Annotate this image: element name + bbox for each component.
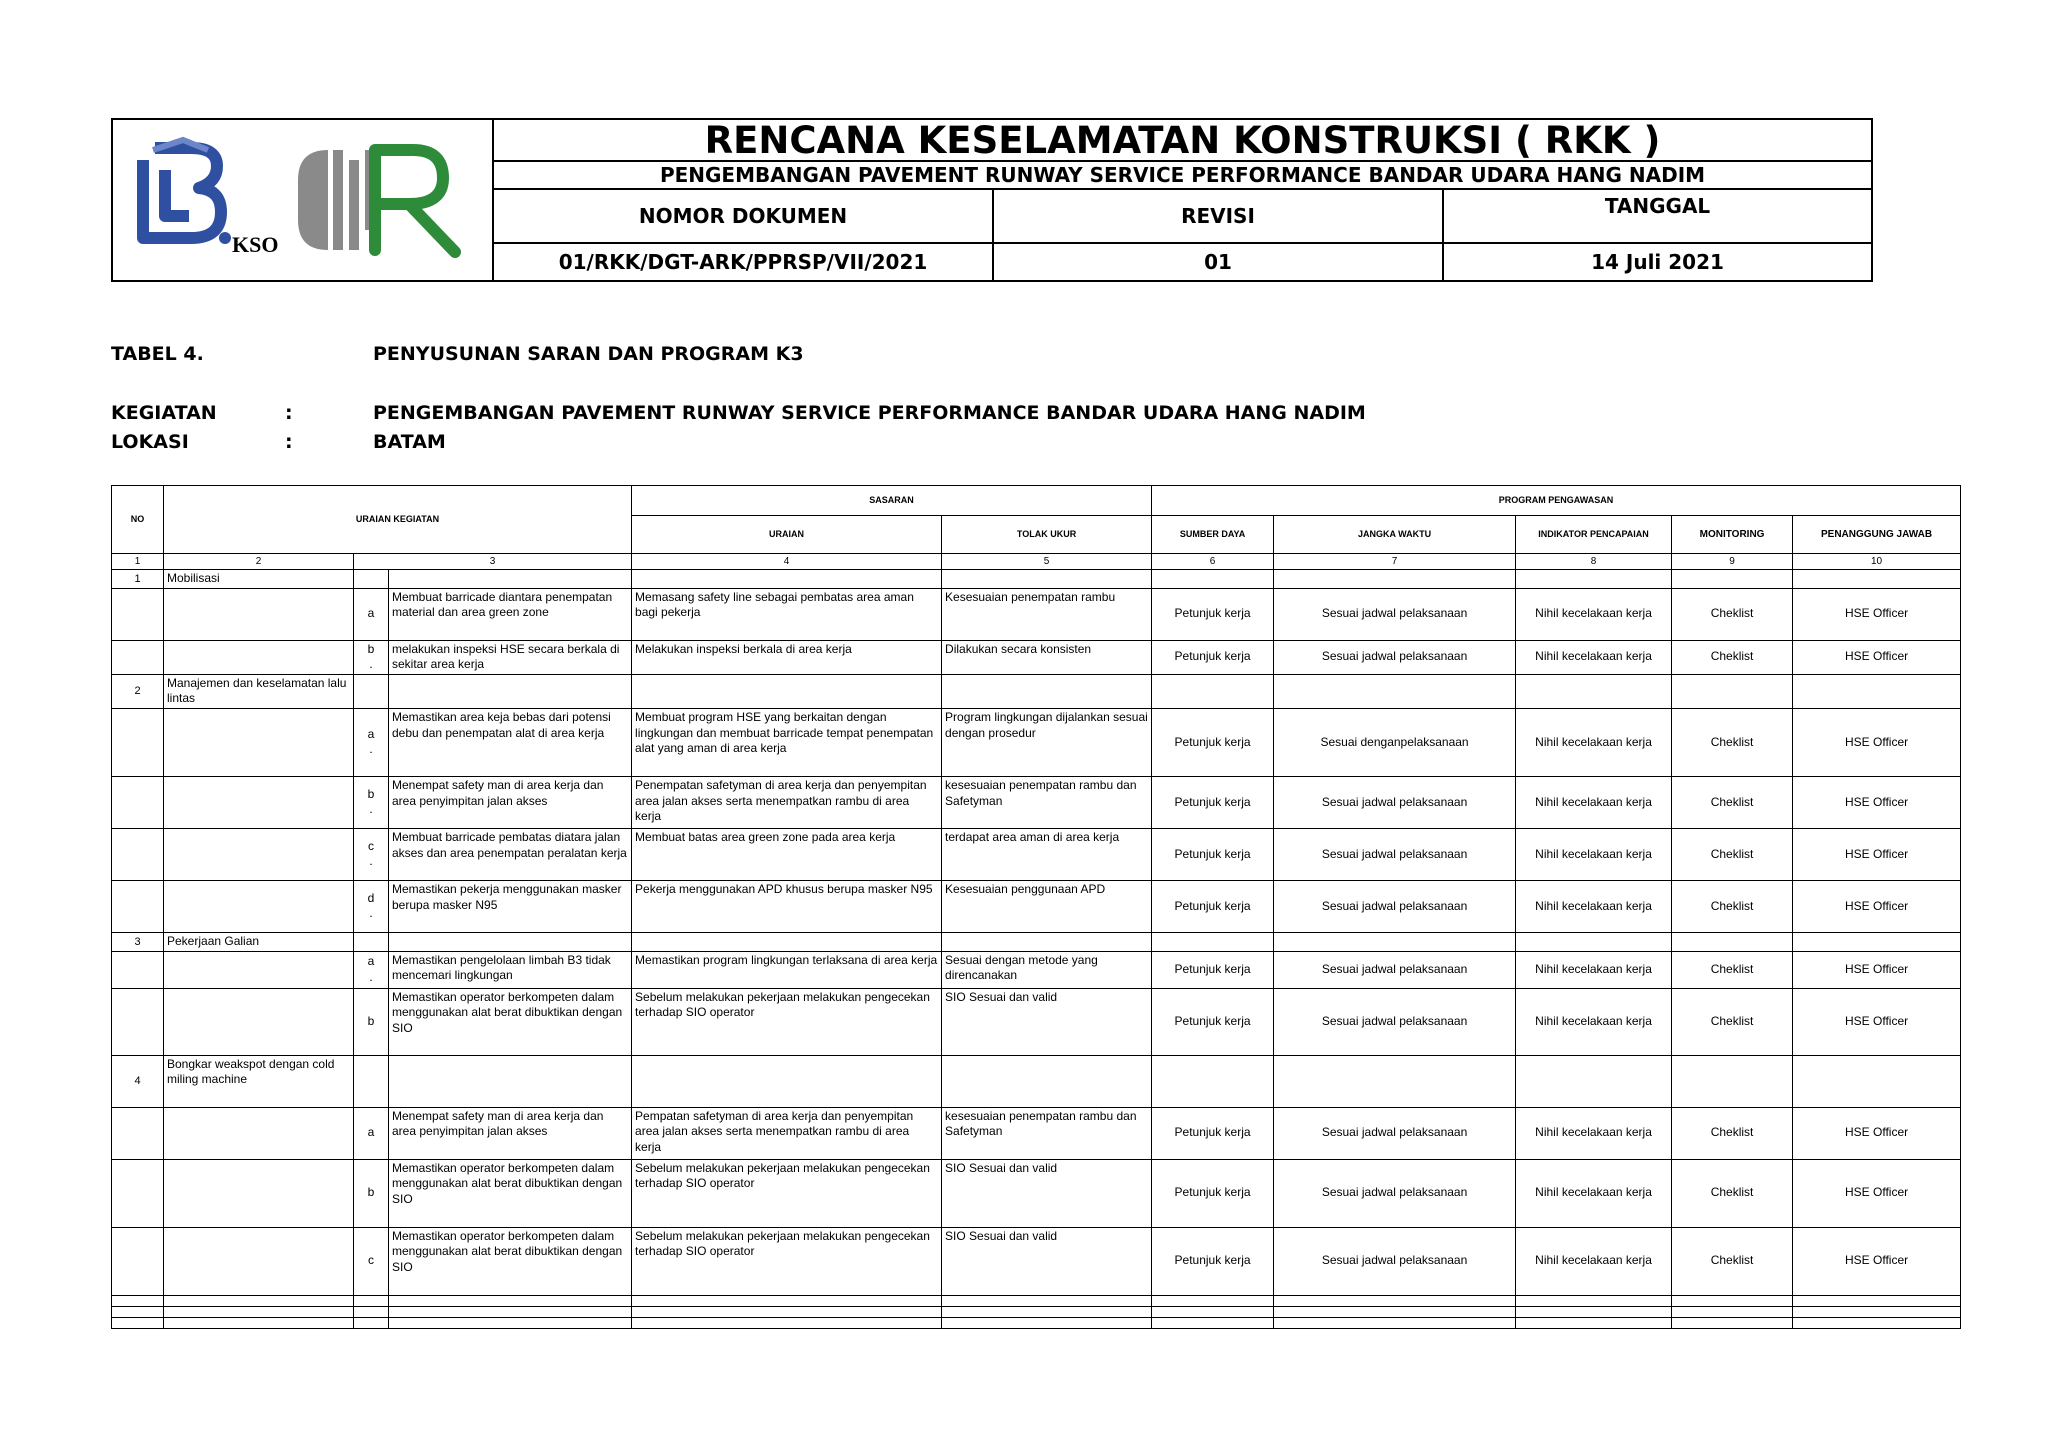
section-number: 4	[112, 1055, 164, 1107]
col-number: 6	[1152, 554, 1274, 570]
empty-cell	[164, 1159, 354, 1227]
kegiatan-colon: :	[285, 402, 293, 424]
section-row	[112, 570, 1961, 589]
empty-cell	[1516, 1055, 1672, 1107]
indikator-text: Nihil kecelakaan kerja	[1516, 1227, 1672, 1295]
header-info	[494, 120, 1871, 280]
empty-cell	[389, 1295, 632, 1306]
empty-cell	[632, 1317, 942, 1328]
sumber-daya-text: Petunjuk kerja	[1152, 880, 1274, 932]
empty-cell	[112, 988, 164, 1055]
company-logo-icon	[113, 120, 492, 280]
sumber-daya-text: Petunjuk kerja	[1152, 1159, 1274, 1227]
penanggung-jawab-text: HSE Officer	[1793, 880, 1961, 932]
tolak-ukur-text: SIO Sesuai dan valid	[942, 1227, 1152, 1295]
empty-cell	[164, 828, 354, 880]
table-row	[112, 1227, 1961, 1295]
section-row	[112, 1055, 1961, 1107]
tolak-ukur-text: Kesesuaian penggunaan APD	[942, 880, 1152, 932]
jangka-waktu-text: Sesuai jadwal pelaksanaan	[1274, 1107, 1516, 1159]
empty-cell	[1152, 1317, 1274, 1328]
empty-cell	[942, 932, 1152, 951]
empty-cell	[164, 708, 354, 776]
uraian-text: Membuat batas area green zone pada area kerja	[632, 828, 942, 880]
kegiatan-text: Memastikan operator berkompeten dalam menggunakan alat berat dibuktikan dengan SIO	[389, 988, 632, 1055]
empty-cell	[1152, 570, 1274, 589]
indikator-text: Nihil kecelakaan kerja	[1516, 988, 1672, 1055]
table-body	[112, 570, 1961, 1329]
empty-row	[112, 1317, 1961, 1328]
empty-cell	[354, 674, 389, 708]
header-program-pengawasan: PROGRAM PENGAWASAN	[1152, 486, 1961, 516]
item-letter: d .	[354, 880, 389, 932]
indikator-text: Nihil kecelakaan kerja	[1516, 828, 1672, 880]
indikator-text: Nihil kecelakaan kerja	[1516, 951, 1672, 988]
jangka-waktu-text: Sesuai jadwal pelaksanaan	[1274, 880, 1516, 932]
kegiatan-text: Memastikan pengelolaan limbah B3 tidak mencemari lingkungan	[389, 951, 632, 988]
empty-cell	[164, 1107, 354, 1159]
tanggal-value: 14 Juli 2021	[1591, 250, 1724, 274]
kegiatan-text: Memastikan area keja bebas dari potensi debu dan penempatan alat di area kerja	[389, 708, 632, 776]
empty-cell	[112, 951, 164, 988]
empty-cell	[112, 1107, 164, 1159]
kegiatan-text: Membuat barricade pembatas diatara jalan akses dan area penempatan peralatan kerja	[389, 828, 632, 880]
empty-cell	[1152, 1295, 1274, 1306]
empty-cell	[164, 1306, 354, 1317]
tolak-ukur-text: Dilakukan secara konsisten	[942, 640, 1152, 674]
item-letter: b .	[354, 640, 389, 674]
section-number: 3	[112, 932, 164, 951]
empty-row	[112, 1306, 1961, 1317]
jangka-waktu-text: Sesuai jadwal pelaksanaan	[1274, 951, 1516, 988]
empty-cell	[1793, 1295, 1961, 1306]
empty-cell	[1793, 674, 1961, 708]
empty-cell	[1793, 570, 1961, 589]
uraian-text: Sebelum melakukan pekerjaan melakukan pengecekan terhadap SIO operator	[632, 1227, 942, 1295]
lokasi-value: BATAM	[373, 431, 446, 453]
empty-cell	[164, 988, 354, 1055]
section-number: 1	[112, 570, 164, 589]
empty-cell	[1152, 932, 1274, 951]
section-title: Pekerjaan Galian	[164, 932, 354, 951]
monitoring-text: Cheklist	[1672, 880, 1793, 932]
section-title: Mobilisasi	[164, 570, 354, 589]
empty-cell	[1274, 1055, 1516, 1107]
item-letter: a	[354, 588, 389, 640]
empty-cell	[389, 674, 632, 708]
empty-cell	[1672, 932, 1793, 951]
empty-cell	[164, 1227, 354, 1295]
empty-cell	[1274, 1306, 1516, 1317]
empty-cell	[112, 776, 164, 828]
empty-cell	[1274, 570, 1516, 589]
empty-cell	[1152, 1306, 1274, 1317]
empty-cell	[164, 588, 354, 640]
empty-cell	[354, 932, 389, 951]
tolak-ukur-text: Program lingkungan dijalankan sesuai dengan prosedur	[942, 708, 1152, 776]
empty-cell	[1152, 1055, 1274, 1107]
empty-cell	[389, 1055, 632, 1107]
uraian-text: Melakukan inspeksi berkala di area kerja	[632, 640, 942, 674]
empty-cell	[112, 1306, 164, 1317]
empty-cell	[1672, 1306, 1793, 1317]
nomor-dokumen-value: 01/RKK/DGT-ARK/PPRSP/VII/2021	[494, 244, 994, 280]
revisi-value: 01	[994, 244, 1444, 280]
header-tolak-ukur: TOLAK UKUR	[942, 516, 1152, 554]
monitoring-text: Cheklist	[1672, 708, 1793, 776]
indikator-text: Nihil kecelakaan kerja	[1516, 1159, 1672, 1227]
indikator-text: Nihil kecelakaan kerja	[1516, 640, 1672, 674]
empty-cell	[112, 828, 164, 880]
empty-cell	[1516, 570, 1672, 589]
table-row	[112, 708, 1961, 776]
empty-cell	[1274, 1317, 1516, 1328]
empty-cell	[942, 674, 1152, 708]
empty-cell	[1516, 674, 1672, 708]
tolak-ukur-text: SIO Sesuai dan valid	[942, 1159, 1152, 1227]
revisi-label: REVISI	[994, 190, 1444, 242]
sumber-daya-text: Petunjuk kerja	[1152, 588, 1274, 640]
empty-cell	[1516, 1306, 1672, 1317]
col-number: 1	[112, 554, 164, 570]
kegiatan-text: melakukan inspeksi HSE secara berkala di sekitar area kerja	[389, 640, 632, 674]
empty-cell	[632, 1055, 942, 1107]
empty-cell	[632, 932, 942, 951]
empty-cell	[354, 1317, 389, 1328]
header-penanggung-jawab: PENANGGUNG JAWAB	[1793, 516, 1961, 554]
monitoring-text: Cheklist	[1672, 1227, 1793, 1295]
kegiatan-text: Memastikan pekerja menggunakan masker berupa masker N95	[389, 880, 632, 932]
empty-cell	[1274, 932, 1516, 951]
empty-cell	[389, 932, 632, 951]
jangka-waktu-text: Sesuai jadwal pelaksanaan	[1274, 1159, 1516, 1227]
table-row	[112, 776, 1961, 828]
table-row	[112, 880, 1961, 932]
jangka-waktu-text: Sesuai jadwal pelaksanaan	[1274, 1227, 1516, 1295]
sumber-daya-text: Petunjuk kerja	[1152, 708, 1274, 776]
jangka-waktu-text: Sesuai denganpelaksanaan	[1274, 708, 1516, 776]
empty-cell	[1793, 1317, 1961, 1328]
header-indikator: INDIKATOR PENCAPAIAN	[1516, 516, 1672, 554]
section-number: 2	[112, 674, 164, 708]
empty-cell	[1516, 1295, 1672, 1306]
empty-cell	[354, 1306, 389, 1317]
item-letter: b .	[354, 776, 389, 828]
empty-cell	[942, 1306, 1152, 1317]
indikator-text: Nihil kecelakaan kerja	[1516, 1107, 1672, 1159]
uraian-text: Penempatan safetyman di area kerja dan penyempitan area jalan akses serta menempatkan rambu di area kerja	[632, 776, 942, 828]
indikator-text: Nihil kecelakaan kerja	[1516, 588, 1672, 640]
monitoring-text: Cheklist	[1672, 640, 1793, 674]
indikator-text: Nihil kecelakaan kerja	[1516, 776, 1672, 828]
empty-cell	[354, 1295, 389, 1306]
tolak-ukur-text: kesesuaian penempatan rambu dan Safetyman	[942, 1107, 1152, 1159]
monitoring-text: Cheklist	[1672, 776, 1793, 828]
item-letter: a .	[354, 708, 389, 776]
empty-cell	[112, 708, 164, 776]
empty-cell	[632, 1295, 942, 1306]
header-label-row	[494, 190, 1871, 244]
empty-cell	[632, 674, 942, 708]
uraian-text: Memasang safety line sebagai pembatas area aman bagi pekerja	[632, 588, 942, 640]
header-sumber-daya: SUMBER DAYA	[1152, 516, 1274, 554]
sumber-daya-text: Petunjuk kerja	[1152, 988, 1274, 1055]
penanggung-jawab-text: HSE Officer	[1793, 588, 1961, 640]
monitoring-text: Cheklist	[1672, 1107, 1793, 1159]
nomor-dokumen-label: NOMOR DOKUMEN	[494, 190, 994, 242]
header-uraian: URAIAN	[632, 516, 942, 554]
empty-cell	[164, 640, 354, 674]
jangka-waktu-text: Sesuai jadwal pelaksanaan	[1274, 828, 1516, 880]
empty-cell	[112, 1227, 164, 1295]
monitoring-text: Cheklist	[1672, 828, 1793, 880]
penanggung-jawab-text: HSE Officer	[1793, 640, 1961, 674]
document-title: RENCANA KESELAMATAN KONSTRUKSI ( RKK )	[494, 120, 1871, 162]
monitoring-text: Cheklist	[1672, 951, 1793, 988]
item-letter: a	[354, 1107, 389, 1159]
jangka-waktu-text: Sesuai jadwal pelaksanaan	[1274, 588, 1516, 640]
kegiatan-value: PENGEMBANGAN PAVEMENT RUNWAY SERVICE PERFORMANCE BANDAR UDARA HANG NADIM	[373, 402, 1366, 424]
col-number: 9	[1672, 554, 1793, 570]
uraian-text: Pekerja menggunakan APD khusus berupa masker N95	[632, 880, 942, 932]
item-letter: b	[354, 988, 389, 1055]
col-number: 2	[164, 554, 354, 570]
sumber-daya-text: Petunjuk kerja	[1152, 1107, 1274, 1159]
penanggung-jawab-text: HSE Officer	[1793, 1107, 1961, 1159]
empty-cell	[389, 1306, 632, 1317]
col-number: 3	[354, 554, 632, 570]
uraian-text: Sebelum melakukan pekerjaan melakukan pengecekan terhadap SIO operator	[632, 988, 942, 1055]
table-row	[112, 588, 1961, 640]
empty-cell	[112, 1159, 164, 1227]
col-number: 10	[1793, 554, 1961, 570]
header-sasaran: SASARAN	[632, 486, 1152, 516]
empty-cell	[942, 1317, 1152, 1328]
section-row	[112, 674, 1961, 708]
table-row	[112, 951, 1961, 988]
col-number: 5	[942, 554, 1152, 570]
col-number: 4	[632, 554, 942, 570]
kegiatan-text: Membuat barricade diantara penempatan material dan area green zone	[389, 588, 632, 640]
table-row	[112, 828, 1961, 880]
empty-cell	[164, 1295, 354, 1306]
empty-cell	[164, 880, 354, 932]
sumber-daya-text: Petunjuk kerja	[1152, 951, 1274, 988]
kegiatan-text: Menempat safety man di area kerja dan area penyimpitan jalan akses	[389, 1107, 632, 1159]
empty-cell	[1516, 932, 1672, 951]
header-value-row	[494, 244, 1871, 280]
empty-cell	[164, 951, 354, 988]
project-subtitle: PENGEMBANGAN PAVEMENT RUNWAY SERVICE PERFORMANCE BANDAR UDARA HANG NADIM	[494, 162, 1871, 190]
empty-cell	[112, 880, 164, 932]
empty-cell	[942, 1055, 1152, 1107]
empty-cell	[389, 1317, 632, 1328]
tolak-ukur-text: Sesuai dengan metode yang direncanakan	[942, 951, 1152, 988]
lokasi-label: LOKASI	[111, 431, 189, 453]
tolak-ukur-text: terdapat area aman di area kerja	[942, 828, 1152, 880]
penanggung-jawab-text: HSE Officer	[1793, 828, 1961, 880]
empty-cell	[1793, 932, 1961, 951]
empty-cell	[389, 570, 632, 589]
jangka-waktu-text: Sesuai jadwal pelaksanaan	[1274, 988, 1516, 1055]
empty-cell	[632, 570, 942, 589]
empty-cell	[112, 640, 164, 674]
uraian-text: Sebelum melakukan pekerjaan melakukan pengecekan terhadap SIO operator	[632, 1159, 942, 1227]
penanggung-jawab-text: HSE Officer	[1793, 988, 1961, 1055]
section-title: Manajemen dan keselamatan lalu lintas	[164, 674, 354, 708]
lokasi-colon: :	[285, 431, 293, 453]
logo-area	[113, 120, 494, 280]
empty-cell	[1274, 674, 1516, 708]
tabel-value: PENYUSUNAN SARAN DAN PROGRAM K3	[373, 343, 804, 365]
table-row	[112, 988, 1961, 1055]
empty-cell	[164, 776, 354, 828]
table-row	[112, 1159, 1961, 1227]
empty-cell	[1516, 1317, 1672, 1328]
header-monitoring: MONITORING	[1672, 516, 1793, 554]
empty-cell	[1274, 1295, 1516, 1306]
penanggung-jawab-text: HSE Officer	[1793, 708, 1961, 776]
kegiatan-text: Memastikan operator berkompeten dalam menggunakan alat berat dibuktikan dengan SIO	[389, 1159, 632, 1227]
item-letter: c .	[354, 828, 389, 880]
header-jangka-waktu: JANGKA WAKTU	[1274, 516, 1516, 554]
sumber-daya-text: Petunjuk kerja	[1152, 640, 1274, 674]
header-uraian-kegiatan: URAIAN KEGIATAN	[164, 486, 632, 554]
empty-cell	[1793, 1055, 1961, 1107]
item-letter: b	[354, 1159, 389, 1227]
empty-cell	[112, 1317, 164, 1328]
tolak-ukur-text: kesesuaian penempatan rambu dan Safetyman	[942, 776, 1152, 828]
col-number: 8	[1516, 554, 1672, 570]
empty-cell	[1152, 674, 1274, 708]
empty-cell	[942, 1295, 1152, 1306]
empty-cell	[1672, 674, 1793, 708]
header-no: NO	[112, 486, 164, 554]
empty-row	[112, 1295, 1961, 1306]
sumber-daya-text: Petunjuk kerja	[1152, 1227, 1274, 1295]
monitoring-text: Cheklist	[1672, 988, 1793, 1055]
monitoring-text: Cheklist	[1672, 1159, 1793, 1227]
uraian-text: Memastikan program lingkungan terlaksana di area kerja	[632, 951, 942, 988]
empty-cell	[1793, 1306, 1961, 1317]
indikator-text: Nihil kecelakaan kerja	[1516, 708, 1672, 776]
jangka-waktu-text: Sesuai jadwal pelaksanaan	[1274, 640, 1516, 674]
penanggung-jawab-text: HSE Officer	[1793, 951, 1961, 988]
sumber-daya-text: Petunjuk kerja	[1152, 828, 1274, 880]
empty-cell	[1672, 570, 1793, 589]
monitoring-text: Cheklist	[1672, 588, 1793, 640]
item-letter: c	[354, 1227, 389, 1295]
empty-cell	[354, 1055, 389, 1107]
kegiatan-text: Menempat safety man di area kerja dan area penyimpitan jalan akses	[389, 776, 632, 828]
indikator-text: Nihil kecelakaan kerja	[1516, 880, 1672, 932]
col-number: 7	[1274, 554, 1516, 570]
program-k3-table	[111, 485, 1961, 1329]
empty-cell	[1672, 1055, 1793, 1107]
tolak-ukur-text: SIO Sesuai dan valid	[942, 988, 1152, 1055]
section-title: Bongkar weakspot dengan cold miling machine	[164, 1055, 354, 1107]
logo-kso-text: KSO	[232, 232, 279, 257]
kegiatan-text: Memastikan operator berkompeten dalam menggunakan alat berat dibuktikan dengan SIO	[389, 1227, 632, 1295]
empty-cell	[112, 588, 164, 640]
document-header	[111, 118, 1873, 282]
empty-cell	[632, 1306, 942, 1317]
uraian-text: Membuat program HSE yang berkaitan dengan lingkungan dan membuat barricade tempat penempatan alat yang aman di area kerja	[632, 708, 942, 776]
empty-cell	[354, 570, 389, 589]
kegiatan-label: KEGIATAN	[111, 402, 217, 424]
penanggung-jawab-text: HSE Officer	[1793, 1159, 1961, 1227]
penanggung-jawab-text: HSE Officer	[1793, 776, 1961, 828]
table-row	[112, 640, 1961, 674]
empty-cell	[164, 1317, 354, 1328]
empty-cell	[1672, 1317, 1793, 1328]
table-row	[112, 1107, 1961, 1159]
jangka-waktu-text: Sesuai jadwal pelaksanaan	[1274, 776, 1516, 828]
tolak-ukur-text: Kesesuaian penempatan rambu	[942, 588, 1152, 640]
tanggal-label: TANGGAL	[1604, 194, 1711, 218]
tabel-label: TABEL 4.	[111, 343, 204, 365]
section-row	[112, 932, 1961, 951]
sumber-daya-text: Petunjuk kerja	[1152, 776, 1274, 828]
uraian-text: Pempatan safetyman di area kerja dan penyempitan area jalan akses serta menempatkan rambu di area kerja	[632, 1107, 942, 1159]
item-letter: a .	[354, 951, 389, 988]
empty-cell	[112, 1295, 164, 1306]
empty-cell	[942, 570, 1152, 589]
penanggung-jawab-text: HSE Officer	[1793, 1227, 1961, 1295]
empty-cell	[1672, 1295, 1793, 1306]
